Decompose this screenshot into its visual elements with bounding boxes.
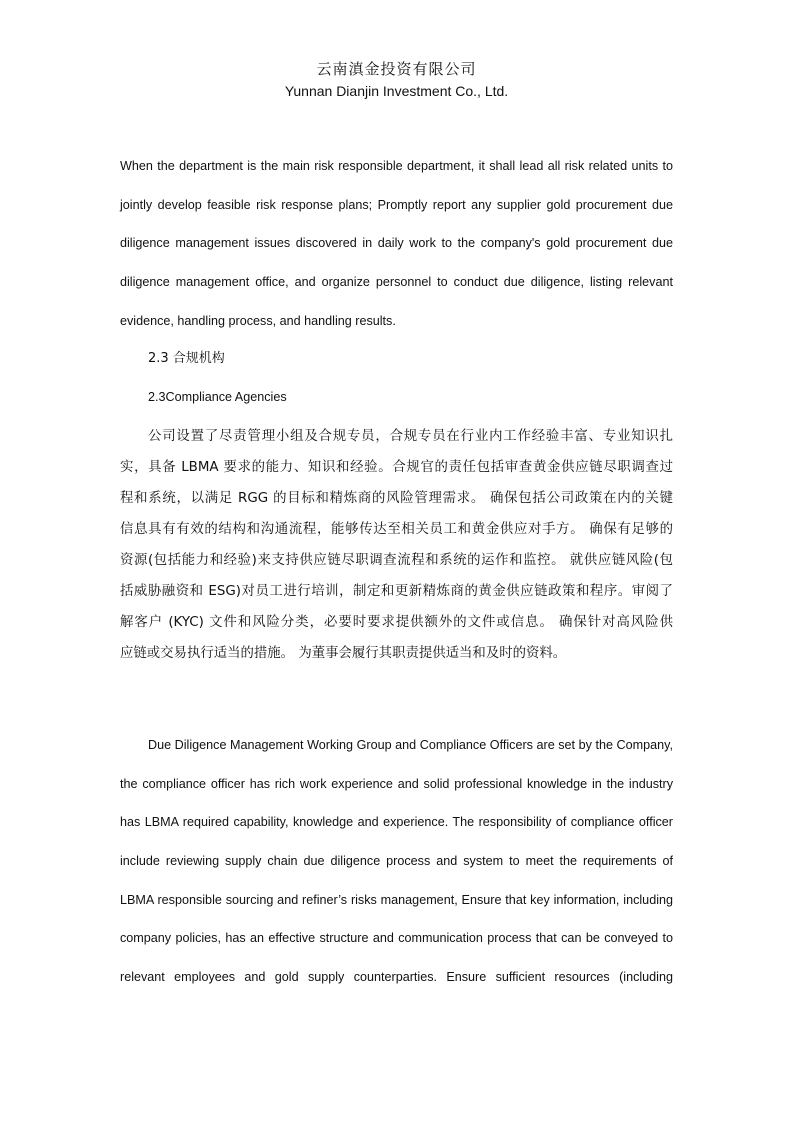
section-heading-en: 2.3Compliance Agencies [148, 390, 287, 404]
company-name-en: Yunnan Dianjin Investment Co., Ltd. [284, 83, 509, 99]
text-line: the compliance officer has rich work experience and solid professional knowledge in the industry [120, 776, 673, 791]
text-line: include reviewing supply chain due diligence process and system to meet the requirements of [120, 854, 673, 869]
text-line: evidence, handling process, and handling results. [120, 313, 396, 328]
document-header [0, 58, 793, 102]
text-line: 应链或交易执行适当的措施。 为董事会履行其职责提供适当和及时的资料。 [120, 646, 567, 661]
text-line: 解客户 (KYC) 文件和风险分类，必要时要求提供额外的文件或信息。 确保针对高风险供 [120, 615, 673, 630]
section-heading-group [120, 349, 673, 425]
text-line: relevant employees and gold supply counterparties. Ensure sufficient resources (including [120, 970, 673, 985]
company-name-cn: 云南滇金投资有限公司 [316, 60, 477, 78]
text-line: Due Diligence Management Working Group and Compliance Officers are set by the Company, [148, 738, 673, 752]
text-line: LBMA responsible sourcing and refiner’s risks management, Ensure that key information, including [120, 892, 673, 907]
text-line: 实，具备 LBMA 要求的能力、知识和经验。合规官的责任包括审查黄金供应链尽职调查过 [120, 460, 673, 475]
paragraph-compliance-cn [120, 427, 673, 675]
text-line: 程和系统，以满足 RGG 的目标和精炼商的风险管理需求。 确保包括公司政策在内的关键 [120, 491, 673, 506]
text-line: has LBMA required capability, knowledge and experience. The responsibility of compliance officer [120, 815, 673, 830]
text-line: 信息具有有效的结构和沟通流程，能够传达至相关员工和黄金供应对手方。 确保有足够的 [120, 522, 673, 537]
text-line: 资源(包括能力和经验)来支持供应链尽职调查流程和系统的运作和监控。 就供应链风险(包 [120, 553, 673, 568]
text-line: When the department is the main risk responsible department, it shall lead all risk related units to [120, 159, 673, 173]
text-line: 括威胁融资和 ESG)对员工进行培训，制定和更新精炼商的黄金供应链政策和程序。审阅了 [120, 584, 673, 599]
text-line: diligence management issues discovered in daily work to the company's gold procurement due [120, 236, 673, 251]
text-line: company policies, has an effective structure and communication process that can be conveyed to [120, 931, 673, 946]
text-line: jointly develop feasible risk response plans; Promptly report any supplier gold procurement due [120, 197, 673, 212]
text-line: diligence management office, and organize personnel to conduct due diligence, listing relevant [120, 275, 673, 290]
paragraph-risk-response [120, 156, 673, 349]
section-heading-cn: 2.3 合规机构 [148, 351, 225, 366]
paragraph-compliance-en [120, 735, 673, 1006]
text-line: 公司设置了尽责管理小组及合规专员，合规专员在行业内工作经验丰富、专业知识扎 [148, 429, 673, 444]
